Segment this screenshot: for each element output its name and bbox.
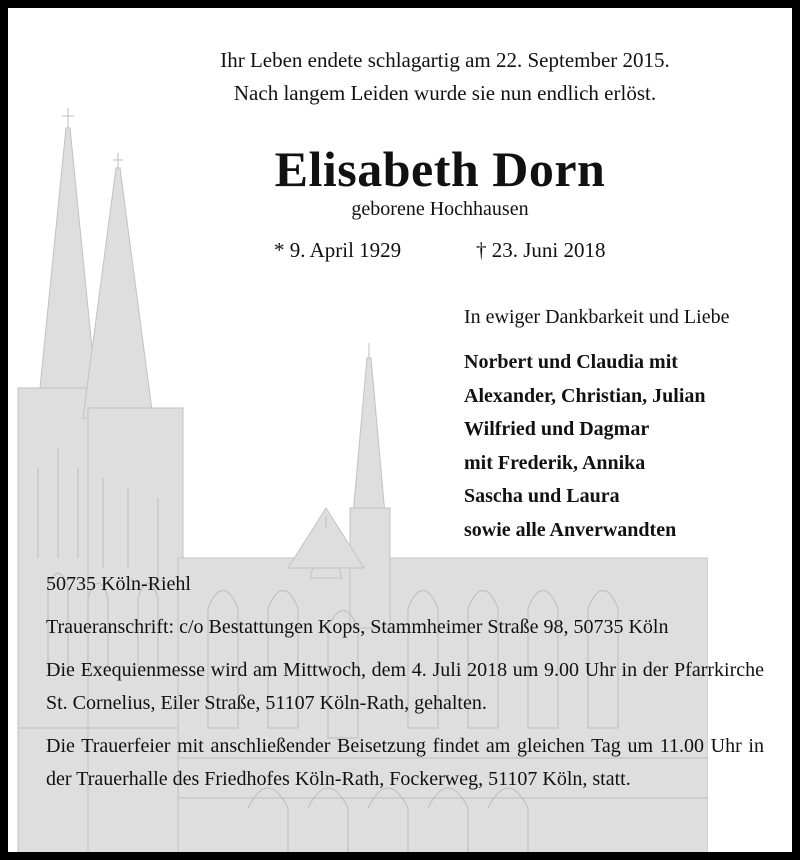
mourner-line: Wilfried und Dagmar [464,418,650,440]
death-date: † 23. Juni 2018 [476,238,606,262]
mass-announcement: Die Exequienmesse wird am Mittwoch, dem 4. Juli 2018 um 9.00 Uhr in der Pfarrkirche St. Cornelius, Eiler Straße, 51107 Köln-Rath, gehalten. [46,659,764,714]
mourner-line: Sascha und Laura [464,485,620,507]
mourner-line: Alexander, Christian, Julian [464,384,706,407]
gratitude-line: In ewiger Dankbarkeit und Liebe [464,306,730,328]
details-section [46,568,764,806]
mourners-list [464,346,706,547]
mourner-line: sowie alle Anverwandten [464,518,677,541]
residence-place: 50735 Köln-Riehl [46,573,191,595]
birth-date: * 9. April 1929 [274,238,402,262]
funeral-announcement: Die Trauerfeier mit anschließender Beisetzung findet am gleichen Tag um 11.00 Uhr in der Trauerhalle des Friedhofes Köln-Rath, Fockerweg, 51107 Köln, statt. [46,735,764,790]
deceased-name: Elisabeth Dorn [274,141,606,197]
maiden-name: geborene Hochhausen [351,198,529,220]
intro-line: Ihr Leben endete schlagartig am 22. September 2015. [220,48,670,72]
intro-line: Nach langem Leiden wurde sie nun endlich erlöst. [233,81,657,105]
mourning-address: Traueranschrift: c/o Bestattungen Kops, Stammheimer Straße 98, 50735 Köln [46,616,669,638]
intro-text [8,44,792,110]
mourner-line: Norbert und Claudia mit [464,351,678,373]
mourner-line: mit Frederik, Annika [464,451,646,474]
